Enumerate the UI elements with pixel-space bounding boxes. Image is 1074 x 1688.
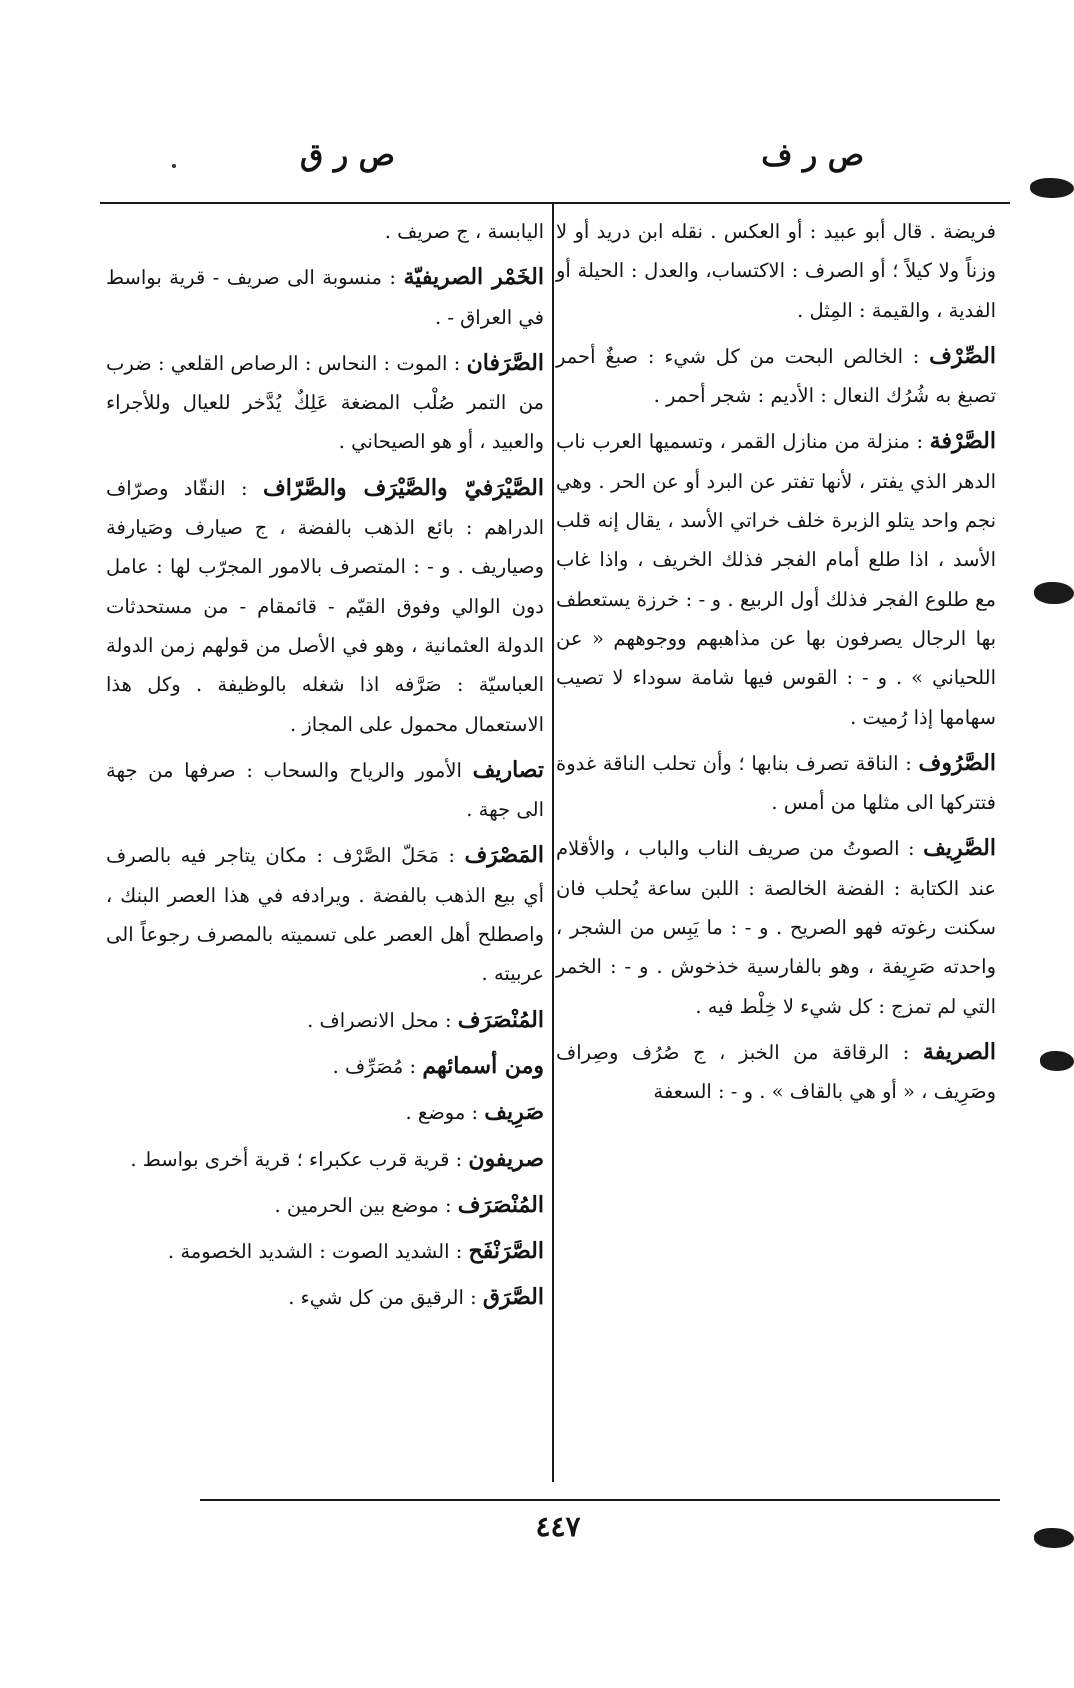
headword: الصَّرْفة <box>929 428 996 455</box>
entry-al-saraq: الصَّرَق : الرقيق من كل شيء . <box>288 1284 544 1311</box>
headword: الصَّرَق <box>482 1284 544 1311</box>
entry-al-sarif: الصَّرِيف : الصوتُ من صريف الناب والباب ، والأقلام عند الكتابة : الفضة الخالصة : اللبن ساعة يُحلب فان سكنت رغوته فهو الصريح . و - : ما يَبِس من الشجر ، واحدته صَرِيفة ، وهو بالفارسية خذخوش . و - : الخمر التي لم تمزج : كل شيء لا خِلْط فيه . <box>556 835 996 1018</box>
entry-al-sarafan: الصَّرَفان : الموت : النحاس : الرصاص القلعي : ضرب من التمر صُلْب المضغة عَلِكٌ يُدَّخر للعيال وللأجراء والعبيد ، أو هو الصيحاني . <box>106 349 544 454</box>
headword: المُنْصَرَف <box>457 1006 544 1033</box>
headword: الصَّرُوف <box>918 749 996 776</box>
headword: الصريفة <box>922 1038 996 1065</box>
page-number: ٤٤٧ <box>535 1510 581 1543</box>
left-column <box>106 212 544 1325</box>
right-column <box>556 212 996 1119</box>
headword: الصَّرِيف <box>923 835 996 862</box>
entry-tasarif: تصاريف الأمور والرياح والسحاب : صرفها من جهة الى جهة . <box>106 756 544 822</box>
entry-al-saranfah: الصَّرَنْفَح : الشديد الصوت : الشديد الخصومة . <box>167 1238 544 1265</box>
headword: صريفون <box>468 1145 544 1172</box>
entry-al-sarfa: الصَّرْفة : منزلة من منازل القمر ، وتسميها العرب ناب الدهر الذي يفتر ، لأنها تفتر عن البرد أو عن الحر . وهي نجم واحد يتلو الزبرة خلف خراتي الأسد ، يقال إنه قلب الأسد ، اذا طلع أمام الفجر فذلك الخريف ، واذا غاب مع طلوع الفجر فذلك أول الربيع . و - : خرزة يستعطف بها الرجال يصرفون بها عن مذاهبهم ووجوههم « عن اللحياني » . و - : القوس فيها شامة سوداء لا تصيب سهامها إذا رُميت . <box>556 428 996 729</box>
entry-al-sarifa: الصريفة : الرقاقة من الخبز ، ج صُرُف وصِراف وصَرِيف ، « أو هي بالقاف » . و - : السعفة <box>556 1038 996 1104</box>
page-header-left: ص ر ق <box>300 138 395 173</box>
headword: المُنْصَرَف <box>457 1191 544 1218</box>
headword: الصِّرْف <box>929 342 996 369</box>
entry-al-masraf: المَصْرَف : مَحَلّ الصَّرْف : مكان يتاجر فيه بالصرف أي بيع الذهب بالفضة . ويرادفه في هذا العصر البنك ، واصطلح أهل العصر على تسميته بالمصرف رجوعاً الى عربيته . <box>106 842 544 986</box>
margin-ink-blot <box>1040 1051 1074 1071</box>
column-divider <box>552 202 554 1482</box>
page-header-right: ص ر ف <box>761 138 864 173</box>
continuation-line: اليابسة ، ج صريف . <box>384 220 544 243</box>
footer-rule <box>200 1499 1000 1501</box>
entry-sarif-place: صَرِيف : موضع . <box>405 1099 544 1126</box>
entry-al-saruf: الصَّرُوف : الناقة تصرف بنابها ؛ وأن تحلب الناقة غدوة فتتركها الى مثلها من أمس . <box>556 749 996 815</box>
headword: صَرِيف <box>484 1099 544 1126</box>
margin-ink-blot <box>1034 1528 1074 1548</box>
headword: تصاريف <box>472 756 544 783</box>
headword: الصَّرَنْفَح <box>468 1238 544 1265</box>
entry-al-sayrafi: الصَّيْرَفيّ والصَّيْرَف والصَّرّاف : النقّاد وصرّاف الدراهم : بائع الذهب بالفضة ، ج صيارف وصَيارفة وصياريف . و - : المتصرف بالامور المجرّب لها : عامل دون الوالي وفوق القيّم - قائمقام - من مستحدثات الدولة العثمانية ، وهو في الأصل من قولهم زمن الدولة العباسيّة : صَرَّفه اذا شغله بالوظيفة . وكل هذا الاستعمال محمول على المجاز . <box>106 474 544 736</box>
headword: المَصْرَف <box>464 842 544 869</box>
entry-al-munsaraf-place: المُنْصَرَف : موضع بين الحرمين . <box>274 1191 544 1218</box>
header-rule <box>100 202 1010 204</box>
entry-sarifun: صريفون : قرية قرب عكبراء ؛ قرية أخرى بواسط . <box>130 1145 544 1172</box>
headword: الصَّرَفان <box>466 349 544 376</box>
entry-al-sirf: الصِّرْف : الخالص البحت من كل شيء : صبغٌ أحمر تصبغ به شُرُك النعال : الأديم : شجر أحمر . <box>556 342 996 408</box>
headword: ومن أسمائهم <box>422 1052 544 1079</box>
headword: الصَّيْرَفيّ والصَّيْرَف والصَّرّاف <box>263 474 544 501</box>
header-dot <box>172 164 176 168</box>
entry-asmaihim: ومن أسمائهم : مُصَرِّف . <box>332 1052 544 1079</box>
entry-al-khamr: الخَمْر الصريفيّة : منسوبة الى صريف - قرية بواسط في العراق - . <box>106 264 544 329</box>
entry-al-munsaraf: المُنْصَرَف : محل الانصراف . <box>307 1006 544 1033</box>
margin-ink-blot <box>1030 178 1074 198</box>
continuation-paragraph: فريضة . قال أبو عبيد : أو العكس . نقله ابن دريد أو لا وزناً ولا كيلاً ؛ أو الصرف : الاكتساب، والعدل : الحيلة أو الفدية ، والقيمة : المِثل . <box>556 220 996 322</box>
headword: الخَمْر الصريفيّة <box>403 264 544 291</box>
margin-ink-blot <box>1034 582 1074 604</box>
